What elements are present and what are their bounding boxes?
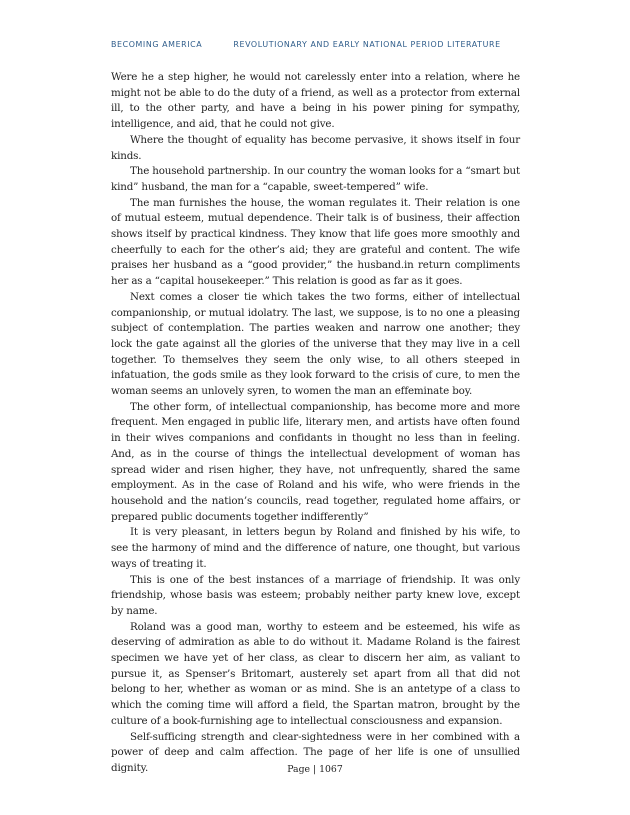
paragraph: Where the thought of equality has become pervasive, it shows itself in four kinds. bbox=[111, 133, 520, 162]
header-section-title: REVOLUTIONARY AND EARLY NATIONAL PERIOD LITERATURE bbox=[233, 40, 501, 49]
paragraph: Were he a step higher, he would not carelessly enter into a relation, where he might not be able to do the duty of a friend, as well as a protector from external ill, to the other party, and have a being in his power pining for sympathy, intelligence, and aid, that he could not give. bbox=[111, 71, 520, 131]
paragraph: Next comes a closer tie which takes the two forms, either of intellectual companionship, or mutual idolatry. The last, we suppose, is to no one a pleasing subject of contemplation. The parties weaken and narrow one another; they lock the gate against all the glories of the universe that they may live in a cell together. To themselves they seem the only wise, to all others steeped in infatuation, the gods smile as they look forward to the crisis of cure, to men the woman seems an unlovely syren, to women the man an effeminate boy. bbox=[111, 290, 520, 398]
paragraph: Self-sufficing strength and clear-sightedness were in her combined with a power of deep and calm affection. The page of her life is one of unsullied dignity. bbox=[111, 730, 520, 774]
page-footer bbox=[0, 764, 630, 775]
body-text bbox=[111, 70, 520, 777]
paragraph: The household partnership. In our country the woman looks for a “smart but kind” husband, the man for a “capable, sweet-tempered” wife. bbox=[111, 165, 520, 193]
paragraph: The other form, of intellectual companionship, has become more and more frequent. Men engaged in public life, literary men, and artists have often found in their wives companions and confidants in thought no less than in feeling. And, as in the course of things the intellectual development of woman has spread wider and risen higher, they have, not unfrequently, shared the same employment. As in the case of Roland and his wife, who were friends in the household and the nation’s councils, read together, regulated home affairs, or prepared public documents together indifferently” bbox=[111, 400, 520, 523]
paragraph: It is very pleasant, in letters begun by Roland and finished by his wife, to see the harmony of mind and the difference of nature, one thought, but various ways of treating it. bbox=[111, 526, 520, 570]
running-header bbox=[111, 40, 531, 49]
page-number: Page | 1067 bbox=[287, 764, 343, 775]
paragraph: This is one of the best instances of a marriage of friendship. It was only friendship, whose basis was esteem; probably neither party knew love, except by name. bbox=[111, 573, 520, 617]
paragraph: The man furnishes the house, the woman regulates it. Their relation is one of mutual esteem, mutual dependence. Their talk is of business, their affection shows itself by practical kindness. They know that life goes more smoothly and cheerfully to each for the other’s aid; they are grateful and content. The wife praises her husband as a “good provider,” the husband.in return compliments her as a “capital housekeeper.” This relation is good as far as it goes. bbox=[111, 196, 520, 288]
paragraph: Roland was a good man, worthy to esteem and be esteemed, his wife as deserving of admiration as able to do without it. Madame Roland is the fairest specimen we have yet of her class, as clear to discern her aim, as valiant to pursue it, as Spenser’s Britomart, austerely set apart from all that did not belong to her, whether as woman or as mind. She is an antetype of a class to which the coming time will afford a field, the Spartan matron, brought by the culture of a book-furnishing age to intellectual consciousness and expansion. bbox=[111, 620, 520, 727]
header-book-title: BECOMING AMERICA bbox=[111, 40, 203, 49]
